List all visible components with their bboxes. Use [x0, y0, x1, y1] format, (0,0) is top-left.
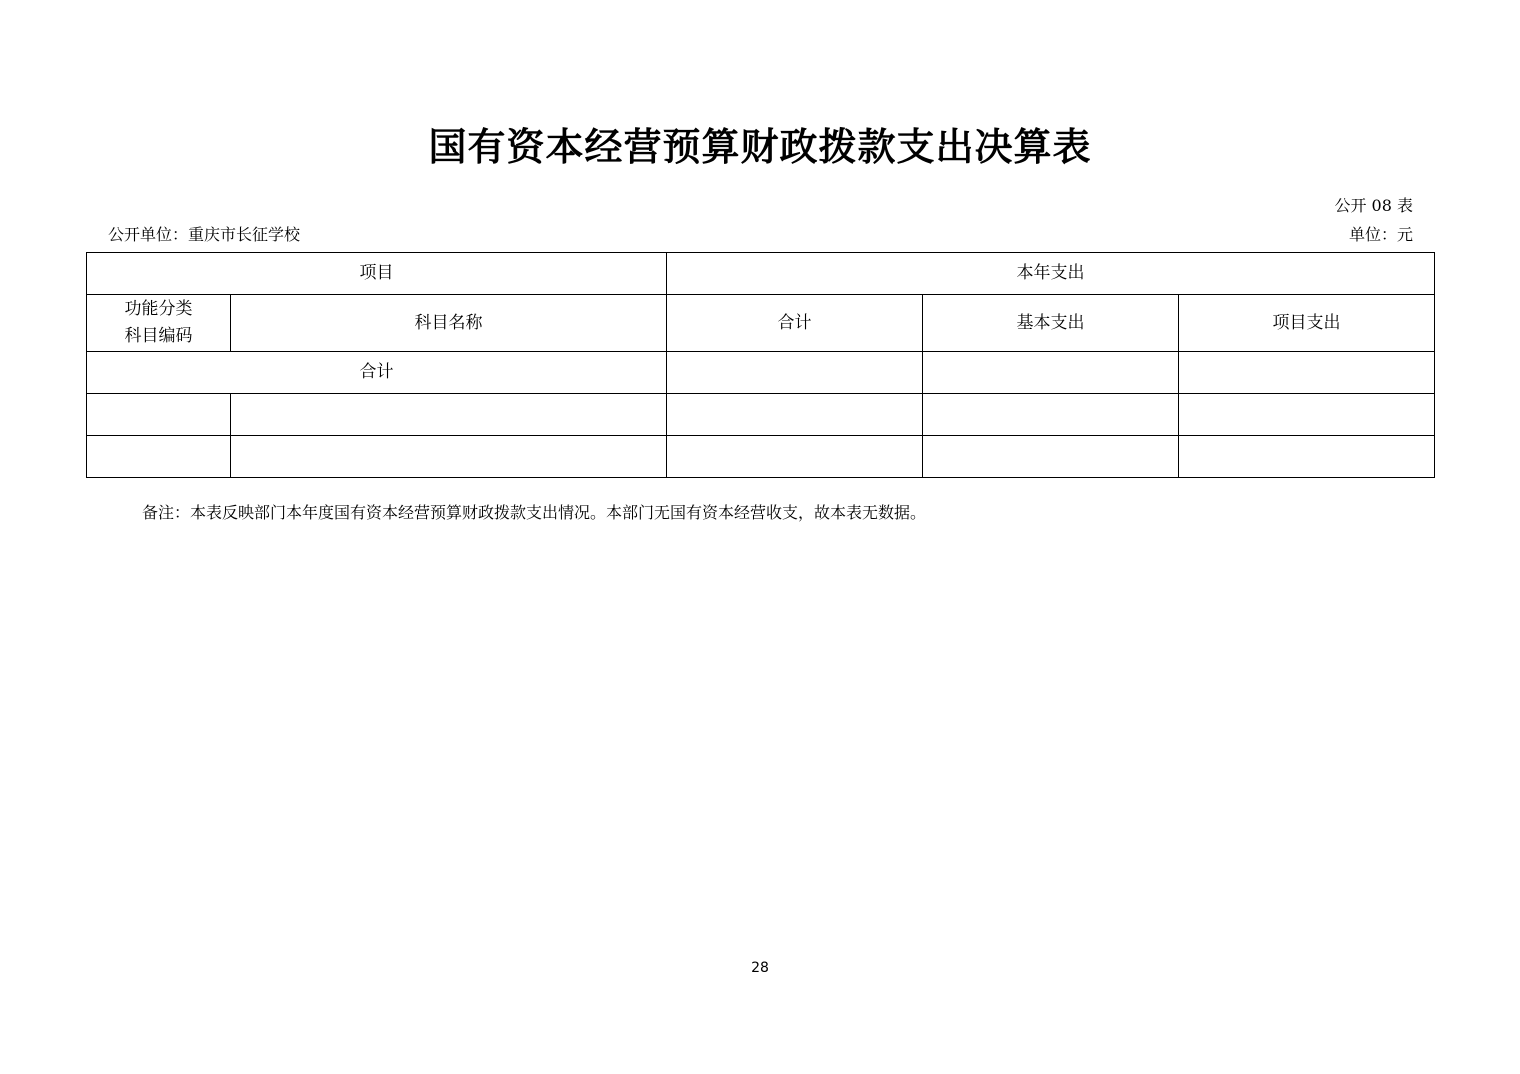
row-project — [1179, 394, 1435, 436]
total-row-basic — [923, 352, 1179, 394]
total-row — [87, 352, 1435, 394]
footnote: 备注：本表反映部门本年度国有资本经营预算财政拨款支出情况。本部门无国有资本经营收支，故本表无数据。 — [142, 503, 927, 522]
row-total — [667, 394, 923, 436]
header-current-year: 本年支出 — [667, 253, 1435, 295]
row-name — [231, 394, 667, 436]
page-number: 28 — [751, 960, 769, 976]
row-name — [231, 436, 667, 478]
header-item: 项目 — [87, 253, 667, 295]
header-subject-name: 科目名称 — [231, 295, 667, 352]
row-basic — [923, 394, 1179, 436]
header-total: 合计 — [667, 295, 923, 352]
header-basic: 基本支出 — [923, 295, 1179, 352]
row-basic — [923, 436, 1179, 478]
row-code — [87, 436, 231, 478]
expenditure-table — [86, 252, 1435, 478]
table-row — [87, 436, 1435, 478]
header-function-code — [87, 295, 231, 352]
form-number: 公开 08 表 — [1334, 196, 1413, 215]
reporting-unit: 公开单位：重庆市长征学校 — [108, 225, 301, 244]
header-project: 项目支出 — [1179, 295, 1435, 352]
total-row-project — [1179, 352, 1435, 394]
header-code-line2: 科目编码 — [124, 326, 193, 346]
page-title: 国有资本经营预算财政拨款支出决算表 — [428, 125, 1092, 169]
row-project — [1179, 436, 1435, 478]
table-subheader-row — [87, 295, 1435, 352]
row-total — [667, 436, 923, 478]
total-row-label: 合计 — [87, 352, 667, 394]
total-row-total — [667, 352, 923, 394]
currency-unit: 单位：元 — [1348, 225, 1413, 244]
table-row — [87, 394, 1435, 436]
table-header-row — [87, 253, 1435, 295]
header-code-line1: 功能分类 — [124, 299, 193, 319]
row-code — [87, 394, 231, 436]
